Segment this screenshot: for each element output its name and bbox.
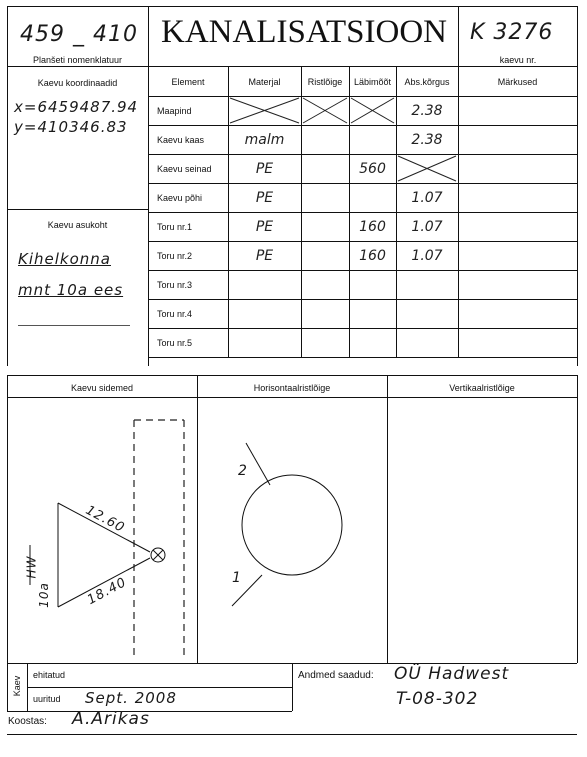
sketch-col-vertical: Vertikaalristlõige	[449, 383, 515, 393]
row-label: Toru nr.1	[157, 221, 193, 232]
table-cell: 1.07	[411, 247, 443, 264]
coordinates-label: Kaevu koordinaadid	[37, 78, 118, 88]
table-header-4: Abs.kõrgus	[404, 76, 450, 87]
data-from-label: Andmed saadud:	[298, 670, 374, 681]
table-header-2: Ristlõige	[307, 76, 343, 87]
table-cell: 160	[359, 218, 386, 235]
location-line1: Kihelkonna	[18, 250, 111, 268]
document-title: KANALISATSIOON	[161, 14, 447, 50]
table-cell: PE	[255, 160, 274, 177]
table-header-3: Läbimõõt	[353, 76, 392, 87]
coordinate-y: y=410346.83	[14, 118, 128, 136]
location-line2: mnt 10a ees	[18, 281, 124, 299]
table-cell: 2.38	[411, 131, 443, 148]
label-hw: HW	[24, 555, 39, 579]
table-cell: malm	[244, 131, 285, 148]
building-outline	[134, 420, 184, 660]
table-cell: PE	[255, 189, 274, 206]
row-label: Kaevu kaas	[157, 134, 205, 145]
well-number-value: K 3276	[470, 20, 554, 45]
location-label: Kaevu asukoht	[47, 220, 108, 230]
table-cell: 160	[359, 247, 386, 264]
table-header-5: Märkused	[497, 76, 538, 87]
row-label: Maapind	[157, 105, 192, 116]
nomenclature-label: Planšeti nomenklatuur	[32, 55, 123, 65]
table-header-1: Materjal	[248, 76, 281, 87]
sketch-col-horizontal: Horisontaalristlõige	[253, 383, 331, 393]
surveyed-label: uuritud	[33, 694, 61, 704]
table-cell: PE	[255, 247, 274, 264]
row-label: Toru nr.2	[157, 250, 193, 261]
table-cell: 1.07	[411, 189, 443, 206]
data-from-value2: T-08-302	[396, 689, 479, 709]
row-label: Toru nr.5	[157, 337, 193, 348]
table-cell: 1.07	[411, 218, 443, 235]
table-cell: PE	[255, 218, 274, 235]
row-label: Toru nr.4	[157, 308, 193, 319]
compiled-value: A.Arikas	[72, 709, 150, 729]
table-header-0: Element	[171, 76, 205, 87]
pipe-label-1: 1	[232, 570, 242, 586]
label-10a: 10a	[36, 582, 51, 608]
well-symbol	[151, 548, 165, 562]
built-label: ehitatud	[33, 670, 66, 680]
well-number-label: kaevu nr.	[499, 55, 537, 65]
sketch-col-links: Kaevu sidemed	[70, 383, 134, 393]
row-label: Toru nr.3	[157, 279, 193, 290]
horizontal-section	[232, 443, 342, 606]
table-cell: 2.38	[411, 102, 443, 119]
table-cell: 560	[359, 160, 386, 177]
data-from-value1: OÜ Hadwest	[394, 664, 510, 684]
compiled-label: Koostas:	[8, 716, 47, 727]
coordinate-x: x=6459487.94	[14, 98, 139, 116]
kaev-label: Kaev	[12, 675, 22, 697]
surveyed-value: Sept. 2008	[85, 689, 177, 707]
row-label: Kaevu seinad	[157, 163, 212, 174]
nomenclature-value: 459 _ 410	[20, 22, 138, 47]
pipe-label-2: 2	[238, 463, 248, 479]
distance-bottom: 18.40	[84, 574, 130, 609]
row-label: Kaevu põhi	[157, 192, 203, 203]
distance-top: 12.60	[82, 502, 128, 537]
